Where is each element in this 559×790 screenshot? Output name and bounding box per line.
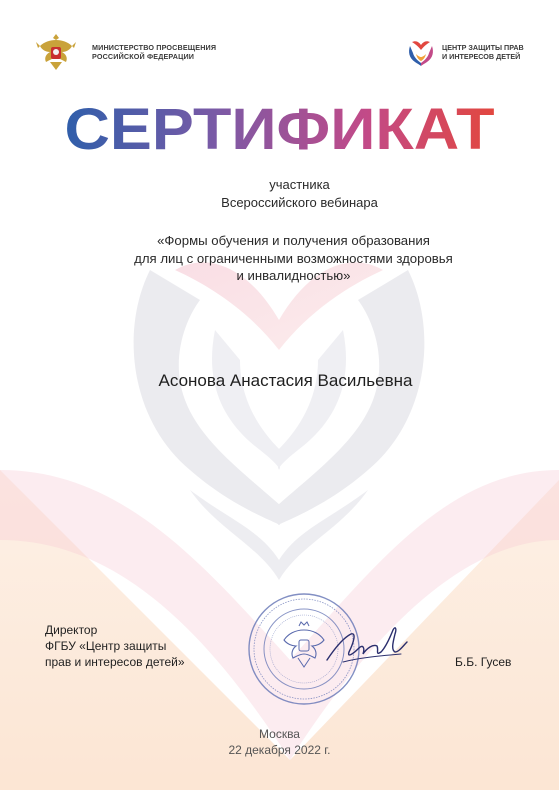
certificate-title-graphic [0, 92, 559, 162]
issue-date: 22 декабря 2022 г. [228, 743, 331, 757]
ministry-name-line2: РОССИЙСКОЙ ФЕДЕРАЦИИ [92, 52, 195, 61]
position-line1: Директор [45, 623, 98, 637]
topic-line2: для лиц с ограниченными возможностями здоровья [134, 250, 453, 266]
certificate-title-wrap [0, 92, 559, 162]
topic-line1: «Формы обучения и получения образования [157, 233, 430, 248]
director-position [45, 622, 185, 670]
ministry-name-line1: МИНИСТЕРСТВО ПРОСВЕЩЕНИЯ [92, 43, 217, 52]
ministry-emblem-icon [34, 30, 78, 74]
center-name-line1: ЦЕНТР ЗАЩИТЫ ПРАВ [442, 43, 524, 52]
hands-heart-logo-icon [407, 36, 435, 68]
center-header [407, 36, 524, 68]
webinar-topic [14, 232, 559, 285]
signer-name: Б.Б. Гусев [455, 655, 512, 669]
center-name-line2: И ИНТЕРЕСОВ ДЕТЕЙ [442, 52, 521, 61]
certificate-title: СЕРТИФИКАТ [64, 97, 495, 162]
position-line2: ФГБУ «Центр защиты [45, 639, 167, 653]
event-label: Всероссийского вебинара [221, 195, 378, 210]
issue-city: Москва [259, 727, 300, 741]
ministry-header [34, 30, 242, 74]
position-line3: прав и интересов детей» [45, 655, 185, 669]
participant-label: участника [269, 177, 330, 192]
topic-line3: и инвалидностью» [236, 268, 351, 283]
recipient-name: Асонова Анастасия Васильевна [158, 371, 413, 390]
handwritten-signature-icon [323, 618, 413, 670]
